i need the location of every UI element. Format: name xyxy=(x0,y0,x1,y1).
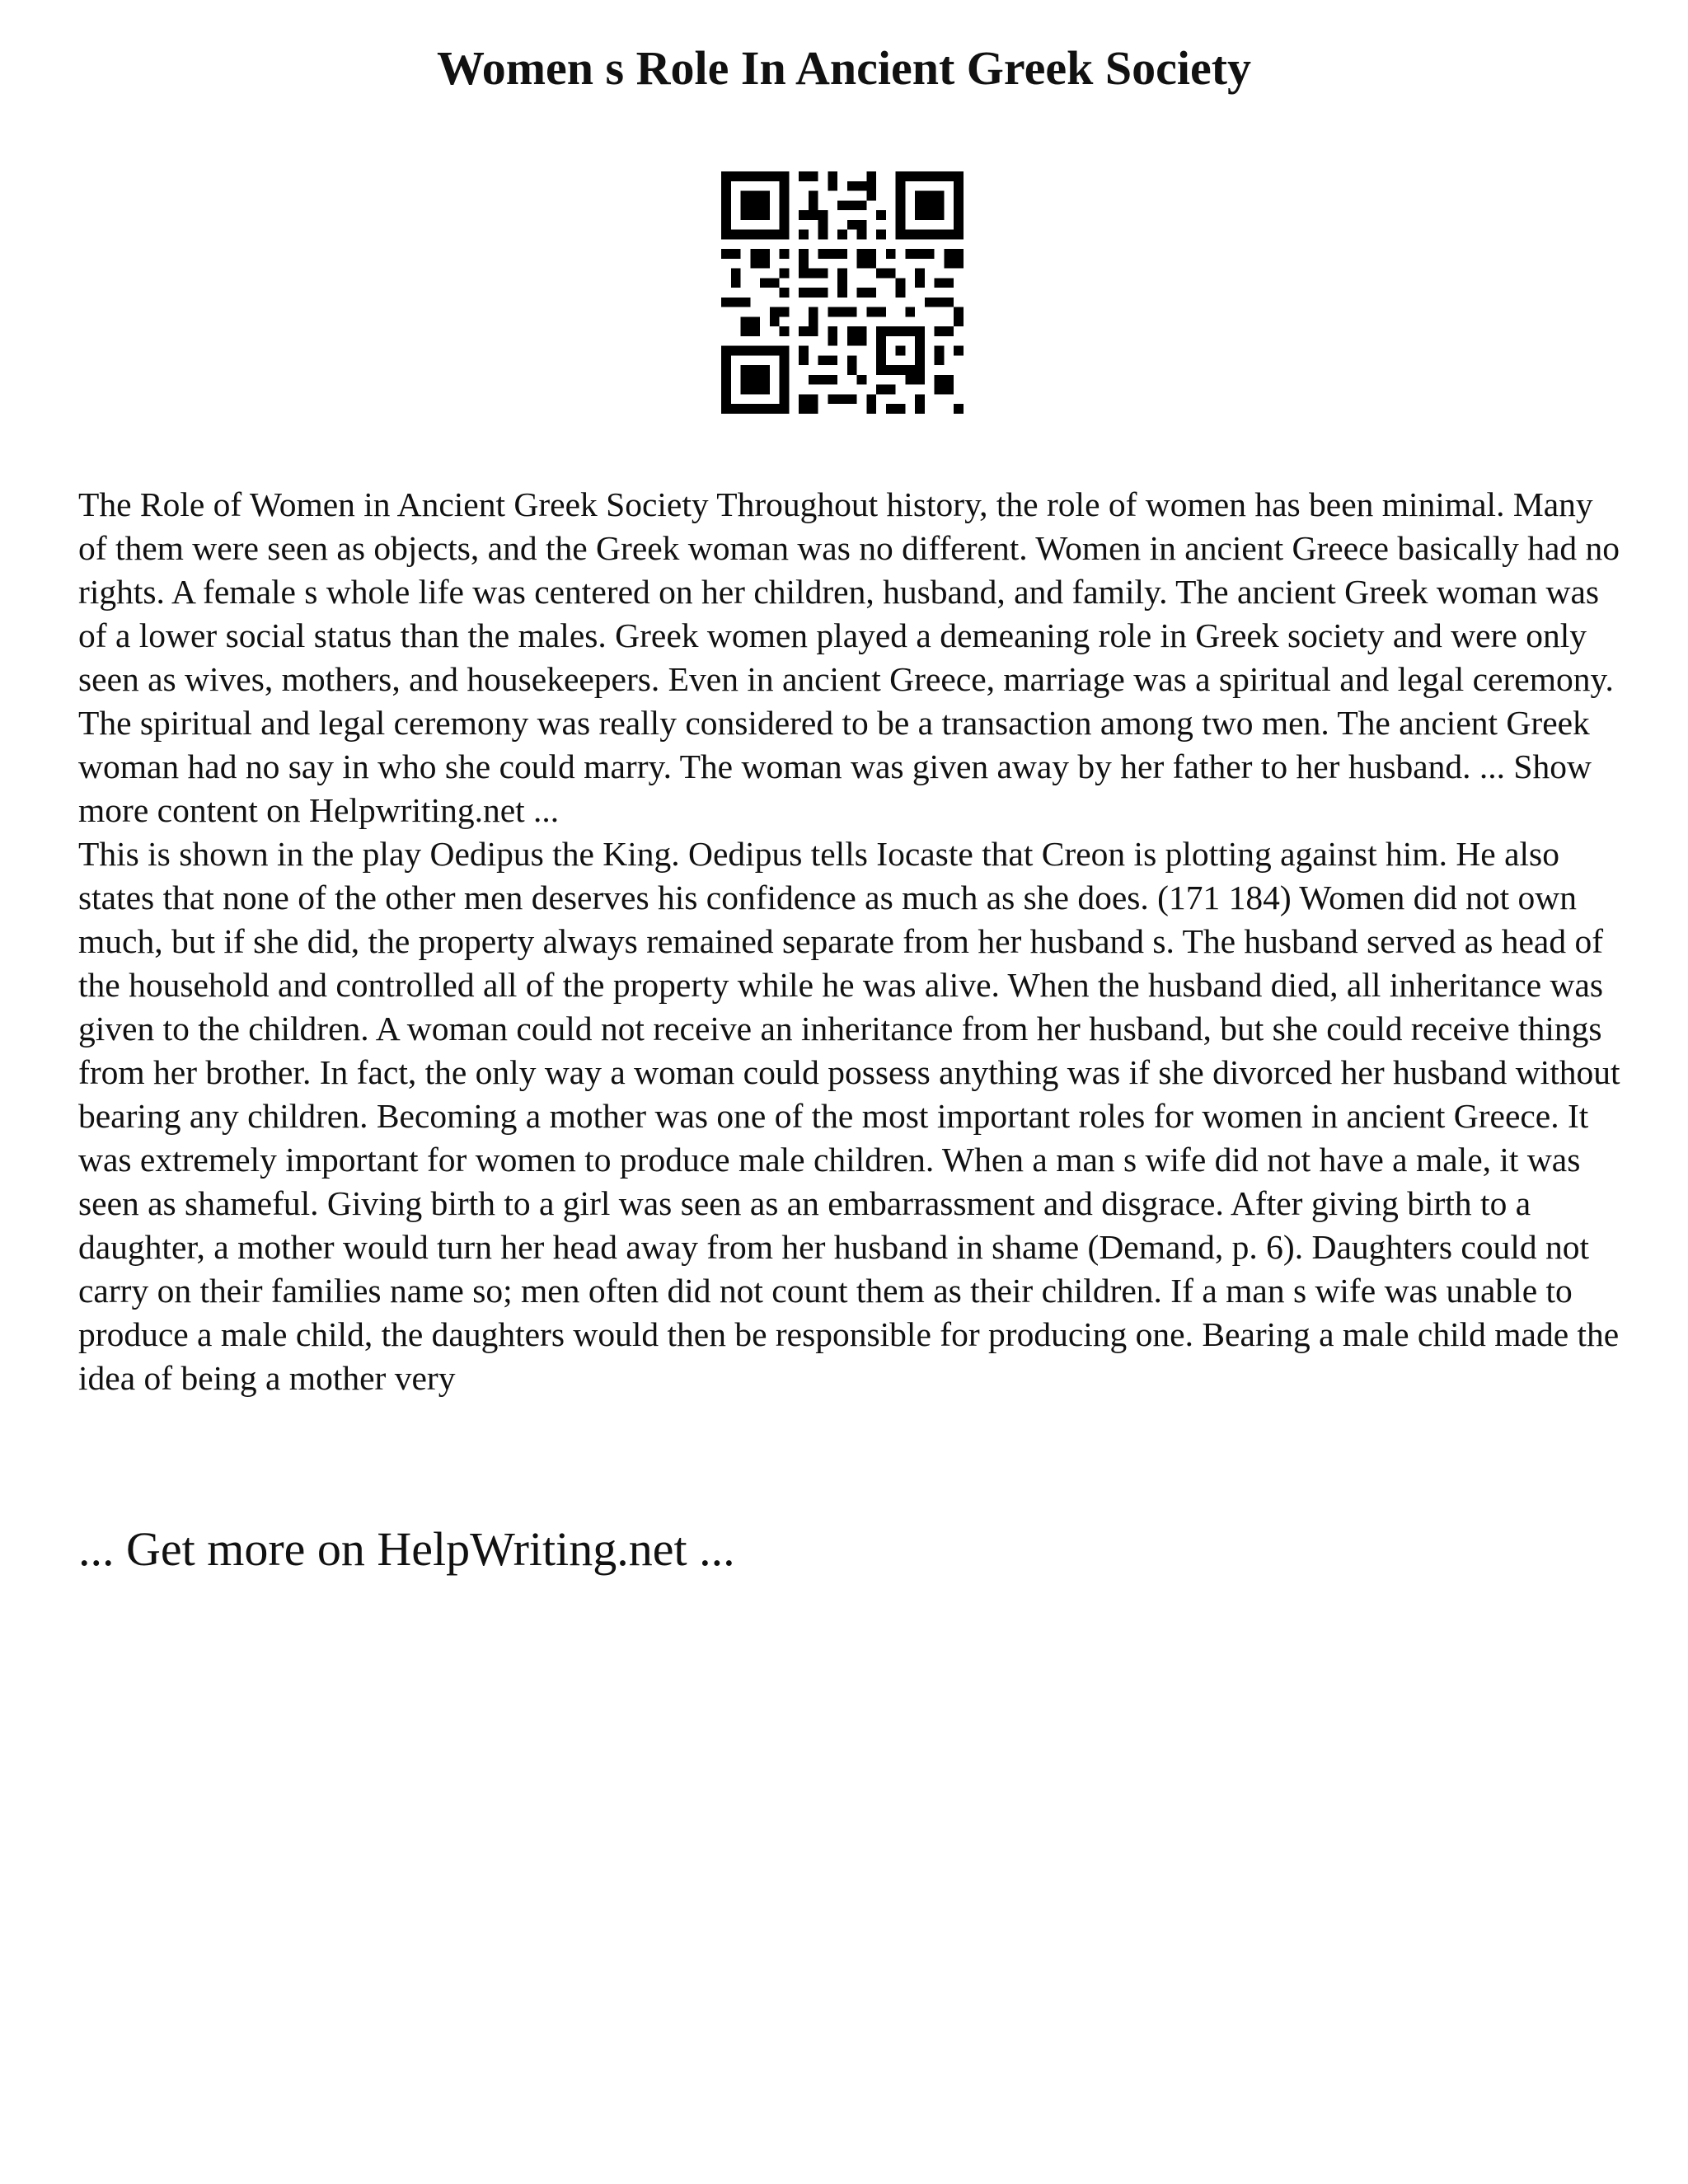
page-title: Women s Role In Ancient Greek Society xyxy=(436,41,1252,95)
paragraph: The Role of Women in Ancient Greek Society Throughout history, the role of women has been minimal. Many of them were seen as objects, and the Greek woman was no different. Women in ancient Greece basically had no rights. A female s whole life was centered on her children, husband, and family. The ancient Greek woman was of a lower social status than the males. Greek women played a demeaning role in Greek society and were only seen as wives, mothers, and housekeepers. Even in ancient Greece, marriage was a spiritual and legal ceremony. The spiritual and legal ceremony was really considered to be a transaction among two men. The ancient Greek woman had no say in who she could marry. The woman was given away by her father to her husband. ... Show more content on Helpwriting.net ... xyxy=(78,485,1620,829)
paragraph: This is shown in the play Oedipus the King. Oedipus tells Iocaste that Creon is plotting against him. He also states that none of the other men deserves his confidence as much as she does. (171 184) Women did not own much, but if she did, the property always remained separate from her husband s. The husband served as head of the household and controlled all of the property while he was alive. When the husband died, all inheritance was given to the children. A woman could not receive an inheritance from her husband, but she could receive things from her brother. In fact, the only way a woman could possess anything was if she divorced her husband without bearing any children. Becoming a mother was one of the most important roles for women in ancient Greece. It was extremely important for women to produce male children. When a man s wife did not have a male, it was seen as shameful. Giving birth to a girl was seen as an embarrassment and disgrace. After giving birth to a daughter, a mother would turn her head away from her husband in shame (Demand, p. 6). Daughters could not carry on their families name so; men often did not count them as their children. If a man s wife was unable to produce a male child, the daughters would then be responsible for producing one. Bearing a male child made the idea of being a mother very xyxy=(78,835,1620,1397)
article-body xyxy=(78,483,1628,1400)
qr-code-icon xyxy=(721,171,964,414)
get-more-link[interactable]: ... Get more on HelpWriting.net ... xyxy=(78,1522,735,1576)
